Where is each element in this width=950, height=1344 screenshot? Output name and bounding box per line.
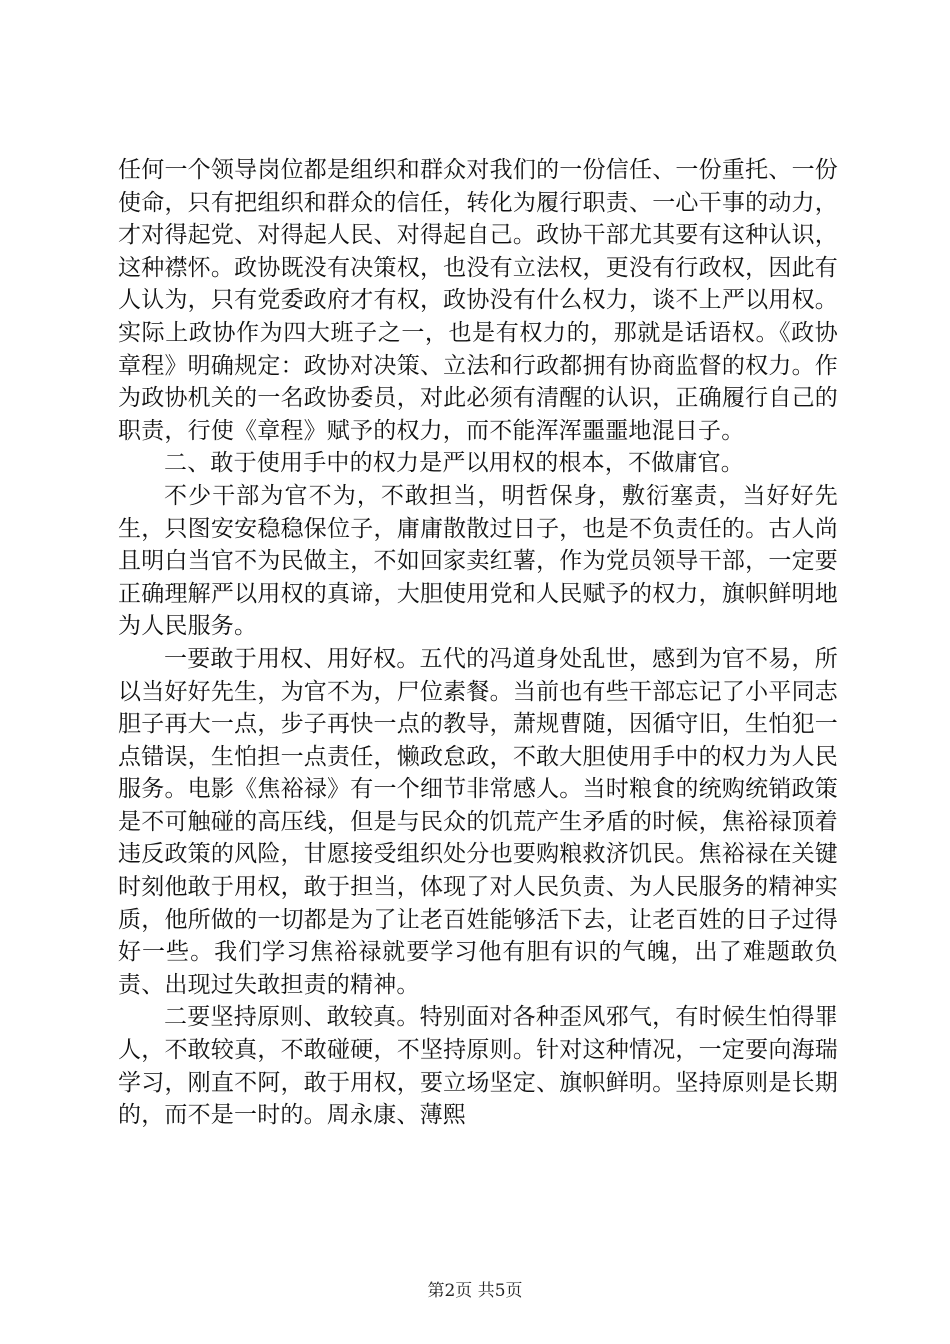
page-number-footer: 第2页 共5页: [427, 1281, 523, 1301]
paragraph-4: 一要敢于用权、用好权。五代的冯道身处乱世，感到为官不易，所以当好好先生，为官不为，尸位素餐。当前也有些干部忘记了小平同志胆子再大一点，步子再快一点的教导，萧规曹随，因循守旧，生怕犯一点错误，生怕担一点责任，懒政怠政，不敢大胆使用手中的权力为人民服务。电影《焦裕禄》有一个细节非常感人。当时粮食的统购统销政策是不可触碰的高压线，但是与民众的饥荒产生矛盾的时候，焦裕禄顶着违反政策的风险，甘愿接受组织处分也要购粮救济饥民。焦裕禄在关键时刻他敢于用权，敢于担当，体现了对人民负责、为人民服务的精神实质，他所做的一切都是为了让老百姓能够活下去，让老百姓的日子过得好一些。我们学习焦裕禄就要学习他有胆有识的气魄，出了难题敢负责、出现过失敢担责的精神。: [118, 645, 838, 998]
section-heading-2: 二、敢于使用手中的权力是严以用权的根本，不做庸官。: [164, 450, 744, 477]
paragraph-1: 任何一个领导岗位都是组织和群众对我们的一份信任、一份重托、一份使命，只有把组织和群众的信任，转化为履行职责、一心干事的动力，才对得起党、对得起人民、对得起自己。政协干部尤其要有这种认识，这种襟怀。政协既没有决策权，也没有立法权，更没有行政权，因此有人认为，只有党委政府才有权，政协没有什么权力，谈不上严以用权。实际上政协作为四大班子之一，也是有权力的，那就是话语权。《政协章程》明确规定：政协对决策、立法和行政都拥有协商监督的权力。作为政协机关的一名政协委员，对此必须有清醒的认识，正确履行自己的职责，行使《章程》赋予的权力，而不能浑浑噩噩地混日子。: [118, 157, 838, 444]
paragraph-3: 不少干部为官不为，不敢担当，明哲保身，敷衍塞责，当好好先生，只图安安稳稳保位子，庸庸散散过日子，也是不负责任的。古人尚且明白当官不为民做主，不如回家卖红薯，作为党员领导干部，一定要正确理解严以用权的真谛，大胆使用党和人民赋予的权力，旗帜鲜明地为人民服务。: [118, 482, 838, 640]
document-body: [118, 154, 838, 1132]
paragraph-5: 二要坚持原则、敢较真。特别面对各种歪风邪气，有时候生怕得罪人，不敢较真，不敢碰硬，不坚持原则。针对这种情况，一定要向海瑞学习，刚直不阿，敢于用权，要立场坚定、旗帜鲜明。坚持原则是长期的，而不是一时的。周永康、薄熙: [118, 1004, 838, 1129]
